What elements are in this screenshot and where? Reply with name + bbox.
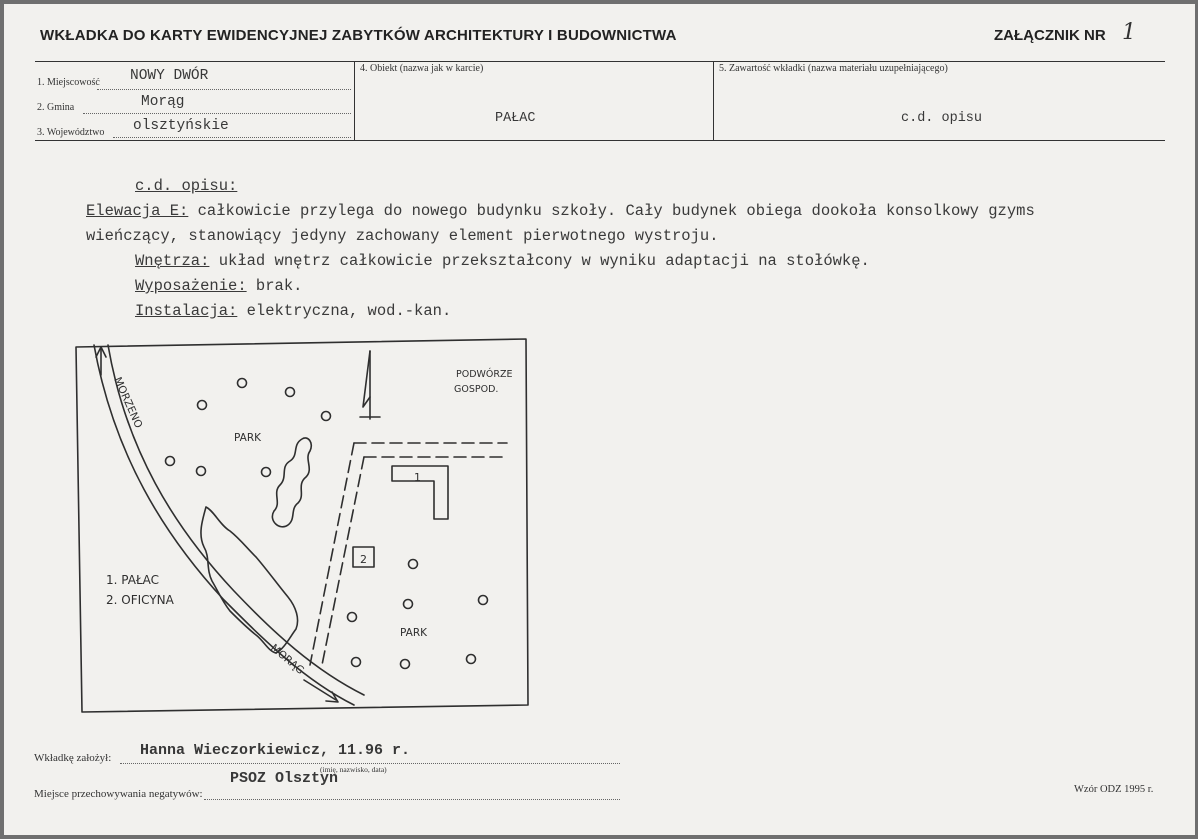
interior-line <box>135 252 870 270</box>
road-label-bottom: MORĄG <box>268 642 307 677</box>
arrow-down-shaft <box>304 680 336 700</box>
wojewodztwo-label: 3. Województwo <box>37 127 105 138</box>
dotted-line <box>83 113 351 114</box>
tree-clump <box>272 438 311 527</box>
interior-label: Wnętrza: <box>135 252 210 270</box>
object-label: 4. Obiekt (nazwa jak w karcie) <box>360 63 484 74</box>
dotted-line <box>113 137 351 138</box>
elevation-label: Elewacja E: <box>86 202 189 220</box>
tree <box>286 388 295 397</box>
tree <box>348 613 357 622</box>
founded-value: Hanna Wieczorkiewicz, 11.96 r. <box>140 742 411 759</box>
elevation-text: całkowicie przylega do nowego budynku szkoły. Cały budynek obiega dookoła konsolkowy gzyms <box>188 202 1035 220</box>
road-edge-inner <box>108 345 364 695</box>
gmina-label: 2. Gmina <box>37 102 75 113</box>
elevation-line-2: wieńczący, stanowiący jedyny zachowany element pierwotnego wystroju. <box>86 227 719 245</box>
park-label-2: PARK <box>400 627 428 639</box>
identification-row <box>35 61 1165 141</box>
elevation-line-1 <box>86 202 1035 220</box>
miejscowosc-label: 1. Miejscowość <box>37 77 100 88</box>
dashed-path <box>322 457 364 665</box>
dashed-path <box>310 443 354 665</box>
gmina-value: Morąg <box>141 94 185 110</box>
tree <box>467 655 476 664</box>
tree <box>352 658 361 667</box>
interior-text: układ wnętrz całkowicie przekształcony w wyniku adaptacji na stołówkę. <box>209 252 870 270</box>
installation-text: elektryczna, wod.-kan. <box>237 302 452 320</box>
tree <box>404 600 413 609</box>
content-value: c.d. opisu <box>901 111 983 126</box>
tree <box>322 412 331 421</box>
park-label-1: PARK <box>234 432 262 444</box>
installation-line <box>135 302 451 320</box>
installation-label: Instalacja: <box>135 302 238 320</box>
founded-label: Wkładkę założył: <box>34 752 112 764</box>
dotted-line <box>120 763 620 764</box>
tree <box>409 560 418 569</box>
body-heading: c.d. opisu: <box>135 177 238 195</box>
dotted-line <box>97 89 351 90</box>
divider <box>354 62 355 140</box>
courtyard-label-2: GOSPOD. <box>454 384 499 395</box>
legend-line-1: 1. PAŁAC <box>106 573 160 587</box>
content-label: 5. Zawartość wkładki (nazwa materiału uzupełniającego) <box>719 63 948 74</box>
divider <box>713 62 714 140</box>
wojewodztwo-value: olsztyńskie <box>133 118 229 134</box>
building-1-number: 1 <box>414 471 421 484</box>
dotted-line <box>204 799 620 800</box>
attachment-label: ZAŁĄCZNIK NR <box>994 27 1106 44</box>
tree <box>197 467 206 476</box>
storage-value: PSOZ Olsztyn <box>230 770 339 787</box>
equipment-label: Wyposażenie: <box>135 277 247 295</box>
tree <box>238 379 247 388</box>
storage-label: Miejsce przechowywania negatywów: <box>34 788 203 800</box>
equipment-text: brak. <box>246 277 303 295</box>
courtyard-label-1: PODWÓRZE <box>456 369 513 380</box>
site-plan-sketch <box>74 335 530 716</box>
tree <box>166 457 175 466</box>
tree <box>198 401 207 410</box>
miejscowosc-value: NOWY DWÓR <box>130 68 209 84</box>
founded-hint: (imię, nazwisko, data) <box>320 765 387 774</box>
form-sheet <box>4 4 1195 835</box>
tree <box>401 660 410 669</box>
building-2-number: 2 <box>360 553 367 566</box>
tree <box>479 596 488 605</box>
form-template-label: Wzór ODZ 1995 r. <box>1074 784 1154 795</box>
attachment-number: 1 <box>1122 20 1136 45</box>
object-value: PAŁAC <box>495 111 536 126</box>
road-label-top: MORZENO <box>111 375 145 431</box>
north-arrow-head <box>363 351 370 407</box>
tree-clump <box>201 507 298 653</box>
form-title: WKŁADKA DO KARTY EWIDENCYJNEJ ZABYTKÓW ARCHITEKTURY I BUDOWNICTWA <box>40 27 677 44</box>
legend-line-2: 2. OFICYNA <box>106 593 174 607</box>
equipment-line <box>135 277 302 295</box>
tree <box>262 468 271 477</box>
